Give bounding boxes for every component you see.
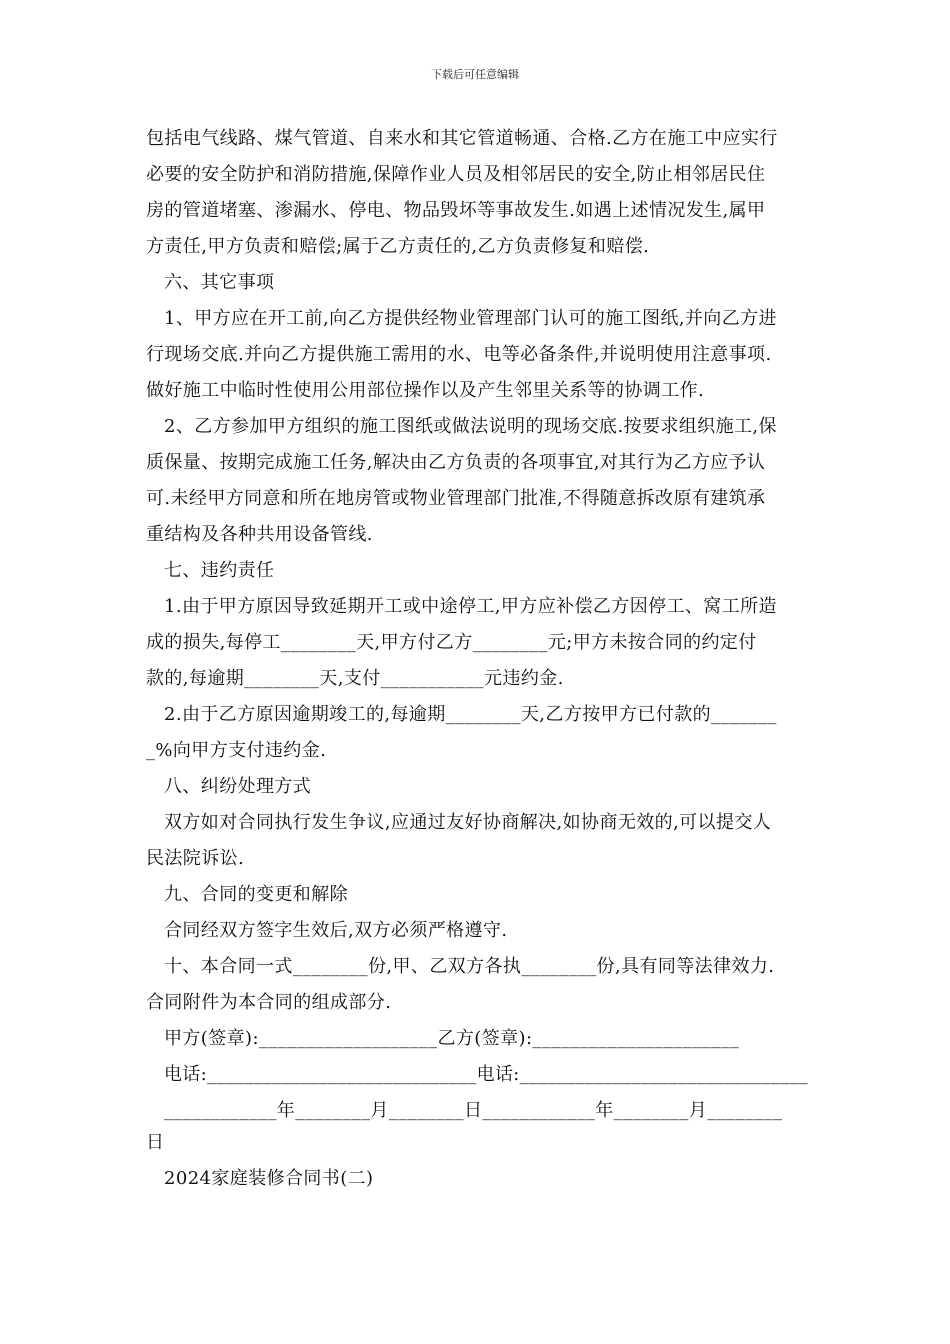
body-line: 1.由于甲方原因导致延期开工或中途停工,甲方应补偿乙方因停工、窝工所造 (164, 596, 777, 617)
body-line: 款的,每逾期________天,支付___________元违约金. (146, 668, 564, 689)
body-line: 方责任,甲方负责和赔偿;属于乙方责任的,乙方负责修复和赔偿. (146, 236, 650, 257)
body-line: 双方如对合同执行发生争议,应通过友好协商解决,如协商无效的,可以提交人 (164, 812, 772, 833)
section-heading: 八、纠纷处理方式 (164, 776, 312, 797)
body-line: _%向甲方支付违约金. (146, 740, 327, 761)
section-heading: 九、合同的变更和解除 (164, 884, 348, 905)
body-line: 2.由于乙方原因逾期竣工的,每逾期________天,乙方按甲方已付款的_______ (164, 704, 777, 725)
date-line-end: 日 (146, 1132, 165, 1153)
body-line: 必要的安全防护和消防措施,保障作业人员及相邻居民的安全,防止相邻居民住 (146, 164, 766, 185)
body-line: 包括电气线路、煤气管道、自来水和其它管道畅通、合格.乙方在施工中应实行 (146, 128, 778, 149)
body-line: 成的损失,每停工________天,甲方付乙方________元;甲方未按合同的约定付 (146, 632, 757, 653)
next-section-title: 2024家庭装修合同书(二) (164, 1168, 374, 1189)
body-line: 行现场交底.并向乙方提供施工需用的水、电等必备条件,并说明使用注意事项. (146, 344, 772, 365)
body-line: 十、本合同一式________份,甲、乙双方各执________份,具有同等法律效力. (164, 956, 775, 977)
signature-line: 甲方(签章):___________________乙方(签章):______________________ (164, 1028, 740, 1049)
page-header: 下载后可任意编辑 (431, 68, 519, 81)
body-line: 2、乙方参加甲方组织的施工图纸或做法说明的现场交底.按要求组织施工,保 (164, 416, 777, 437)
body-line: 合同附件为本合同的组成部分. (146, 992, 392, 1013)
phone-line: 电话:_____________________________电话:_______________________________ (164, 1064, 808, 1085)
body-line: 房的管道堵塞、渗漏水、停电、物品毁坏等事故发生.如遇上述情况发生,属甲 (146, 200, 766, 221)
body-line: 重结构及各种共用设备管线. (146, 524, 373, 545)
body-line: 1、甲方应在开工前,向乙方提供经物业管理部门认可的施工图纸,并向乙方进 (164, 308, 777, 329)
body-line: 做好施工中临时性使用公用部位操作以及产生邻里关系等的协调工作. (146, 380, 705, 401)
date-line: ____________年________月________日____________年________月________ (164, 1100, 783, 1121)
section-heading: 七、违约责任 (164, 560, 275, 581)
body-line: 质保量、按期完成施工任务,解决由乙方负责的各项事宜,对其行为乙方应予认 (146, 452, 766, 473)
section-heading: 六、其它事项 (164, 272, 275, 293)
body-line: 可.未经甲方同意和所在地房管或物业管理部门批准,不得随意拆改原有建筑承 (146, 488, 766, 509)
body-line: 民法院诉讼. (146, 848, 245, 869)
body-line: 合同经双方签字生效后,双方必须严格遵守. (164, 920, 508, 941)
